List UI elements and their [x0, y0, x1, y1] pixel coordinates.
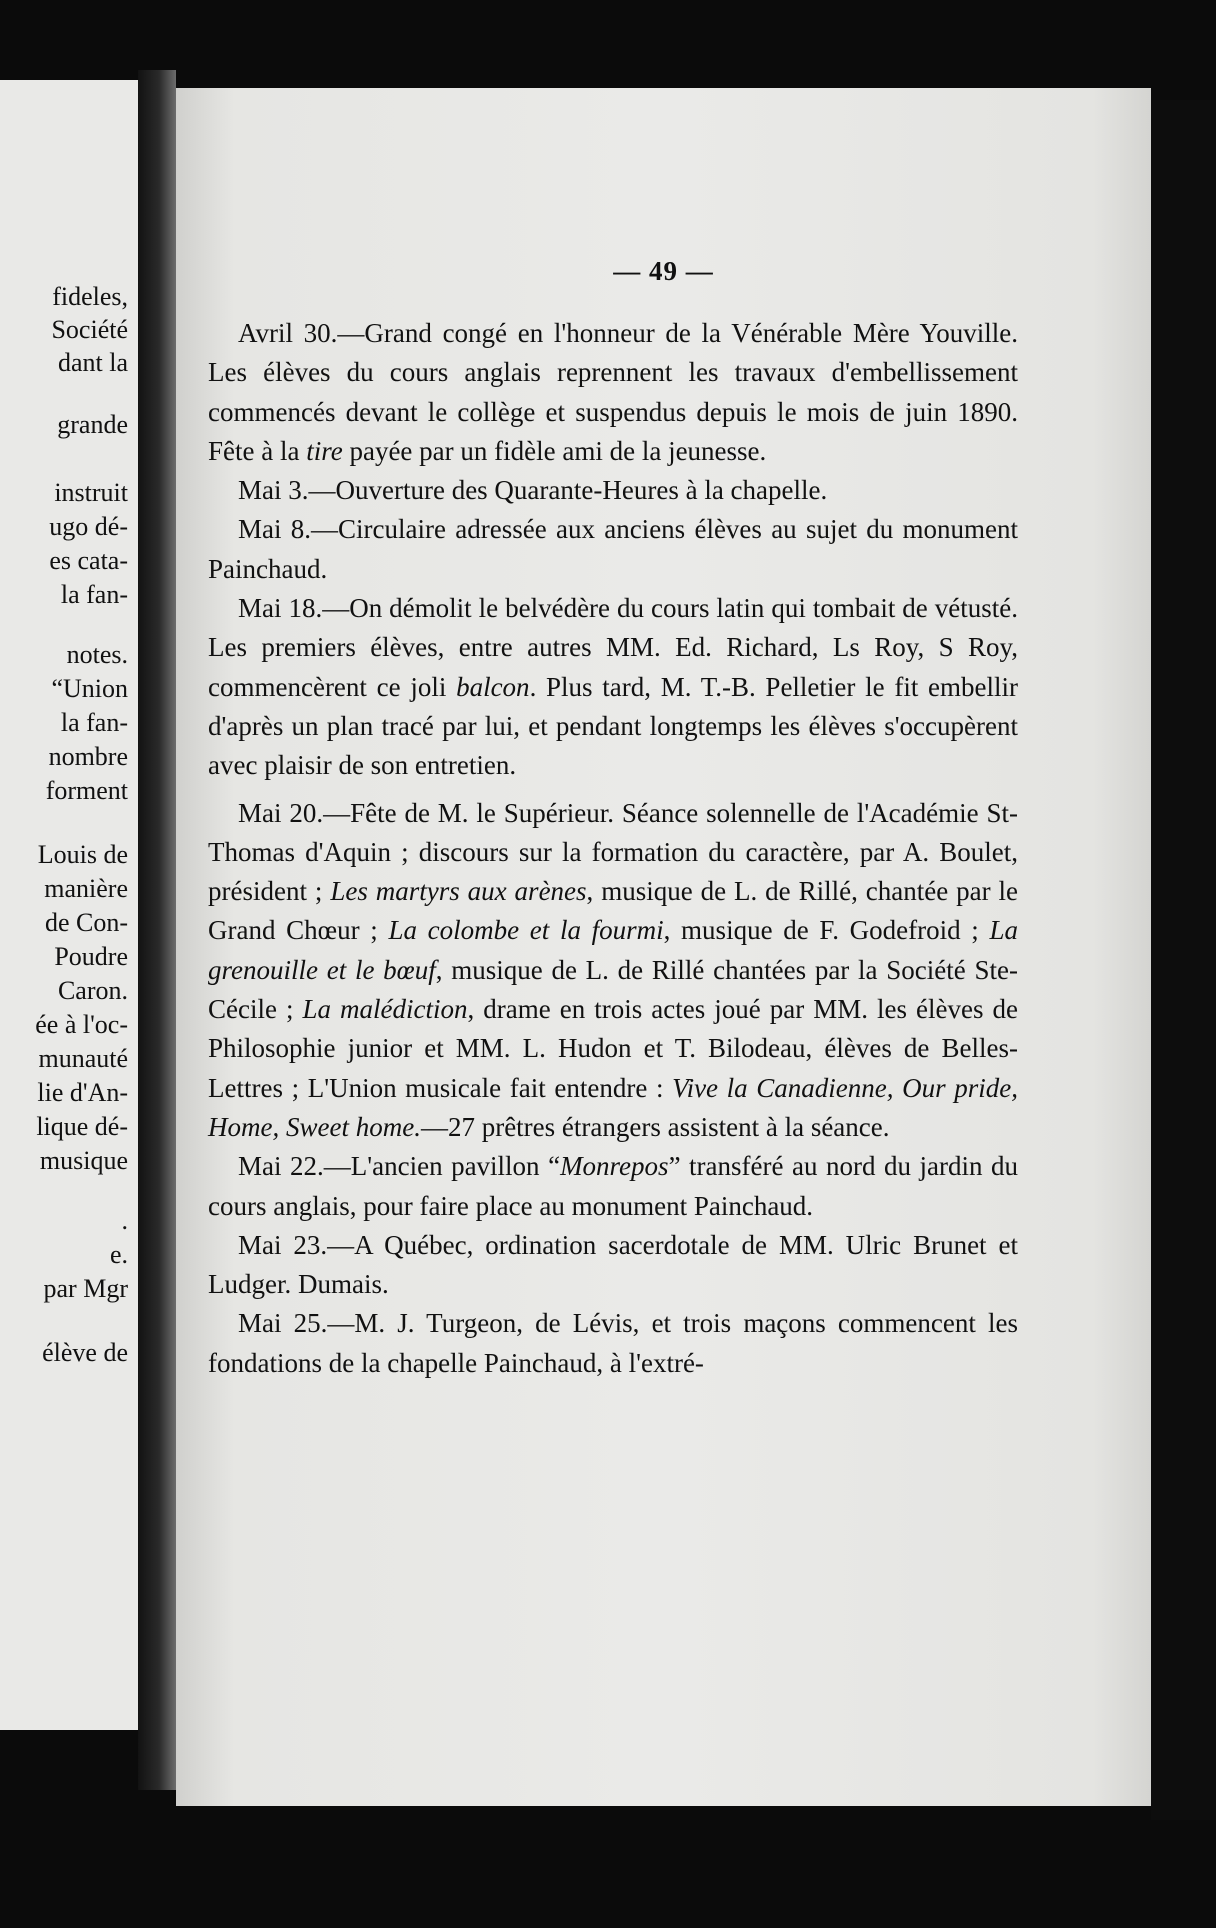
chronicle-entry [208, 1147, 1018, 1226]
italic-title: Les martyrs aux arènes [330, 876, 587, 907]
italic-title: Monrepos [560, 1151, 669, 1182]
entry-text: Avril 30.—Grand congé en l'honneur de la Vénérable Mère Youville. Les élèves du cours anglais reprennent les travaux d'embellissement commencés devant le collège et suspendus depuis le mois de juin 1890. Fête à la [208, 318, 1018, 466]
facing-page-line: la fan- [60, 580, 128, 609]
entry-text: , musique de L. de Rillé, chantée par le Grand Chœur ; [208, 876, 1018, 946]
facing-page-line: notes. [66, 640, 128, 669]
facing-page-line: forment [45, 776, 128, 805]
facing-page-line: es cata- [49, 546, 128, 575]
facing-page-line: musique [39, 1146, 128, 1175]
facing-page-line: grande [57, 410, 128, 439]
chronicle-entry [208, 510, 1018, 589]
chronicle-entry [208, 589, 1018, 785]
facing-page-line: élève de [42, 1338, 128, 1367]
italic-title: balcon [456, 671, 530, 702]
entry-text: payée par un fidèle ami de la jeunesse. [342, 435, 767, 466]
chronicle-entry [208, 794, 1018, 1148]
page-number: — 49 — [613, 256, 714, 286]
entry-text: , musique de F. Godefroid ; [663, 915, 990, 946]
entry-text: Mai 18.—On démolit le belvédère du cours latin qui tombait de vétusté. Les premiers élèves, entre autres MM. Ed. Richard, Ls Roy, S Roy, commencèrent ce joli [208, 593, 1018, 702]
facing-page-line: dant la [57, 348, 128, 377]
entry-text: , drame en trois actes joué par MM. les élèves de Philosophie junior et MM. L. Hudon et T. Bilodeau, élèves de Belles-Lettres ; L'Union musicale fait entendre : [208, 994, 1018, 1103]
chronicle-entry [208, 1304, 1018, 1383]
italic-title: Vive la Canadienne, Our pride, Home, Sweet home. [208, 1072, 1019, 1142]
facing-page-line: lie d'An- [37, 1078, 128, 1107]
facing-page-line: la fan- [60, 708, 128, 737]
italic-title: La malédiction [302, 994, 468, 1025]
entry-text: Mai 22.—L'ancien pavillon “ [238, 1151, 561, 1182]
page-text [208, 314, 1018, 1383]
book-gutter [138, 70, 176, 1790]
chronicle-entry [208, 314, 1018, 471]
italic-title: La grenouille et le bœuf [208, 915, 1018, 985]
chronicle-entry [208, 1226, 1018, 1305]
facing-page-line: ugo dé- [49, 512, 128, 541]
facing-page-line: instruit [54, 478, 128, 507]
entry-text: Mai 3.—Ouverture des Quarante-Heures à la chapelle. [238, 475, 828, 506]
book-page [176, 88, 1151, 1806]
facing-page-line: Caron. [57, 976, 128, 1005]
italic-title: tire [306, 435, 343, 466]
entry-text: Mai 25.—M. J. Turgeon, de Lévis, et trois maçons commencent les fondations de la chapelle Painchaud, à l'extré- [208, 1308, 1018, 1378]
facing-page-line: Poudre [54, 942, 128, 971]
facing-page-line: e. [109, 1240, 128, 1269]
entry-text: —27 prêtres étrangers assistent à la séance. [420, 1111, 890, 1142]
facing-page-line: . [121, 1206, 128, 1235]
entry-text: , musique de L. de Rillé chantées par la Société Ste-Cécile ; [208, 954, 1018, 1025]
facing-page-line: de Con- [44, 908, 128, 937]
scan-border [1151, 100, 1216, 1820]
facing-page-line: ée à l'oc- [35, 1010, 128, 1039]
entry-text: Mai 23.—A Québec, ordination sacerdotale de MM. Ulric Brunet et Ludger. Dumais. [208, 1229, 1018, 1300]
facing-page-line: Société [51, 315, 128, 344]
facing-page-line: Louis de [37, 840, 128, 869]
facing-page-line: lique dé- [36, 1112, 128, 1141]
entry-text: Mai 20.—Fête de M. le Supérieur. Séance solennelle de l'Académie St-Thomas d'Aquin ; discours sur la formation du caractère, par A. Boulet, président ; [208, 797, 1018, 907]
entry-text: . Plus tard, M. T.-B. Pelletier le fit embellir d'après un plan tracé par lui, et pendant longtemps les élèves s'occupèrent avec plaisir de son entretien. [208, 671, 1019, 781]
facing-page-line: “Union [51, 674, 128, 703]
facing-page-line: manière [44, 874, 128, 903]
facing-page-line: munauté [38, 1044, 128, 1073]
chronicle-entry [208, 471, 1018, 510]
entry-text: Mai 8.—Circulaire adressée aux anciens élèves au sujet du monument Painchaud. [208, 514, 1018, 584]
facing-page-line: par Mgr [43, 1274, 128, 1303]
facing-page-line: nombre [48, 742, 128, 771]
facing-page-fragment [0, 80, 138, 1730]
facing-page-line: fideles, [52, 282, 128, 311]
entry-text: ” transféré au nord du jardin du cours anglais, pour faire place au monument Painchaud. [208, 1151, 1018, 1221]
italic-title: La colombe et la fourmi [388, 915, 664, 946]
